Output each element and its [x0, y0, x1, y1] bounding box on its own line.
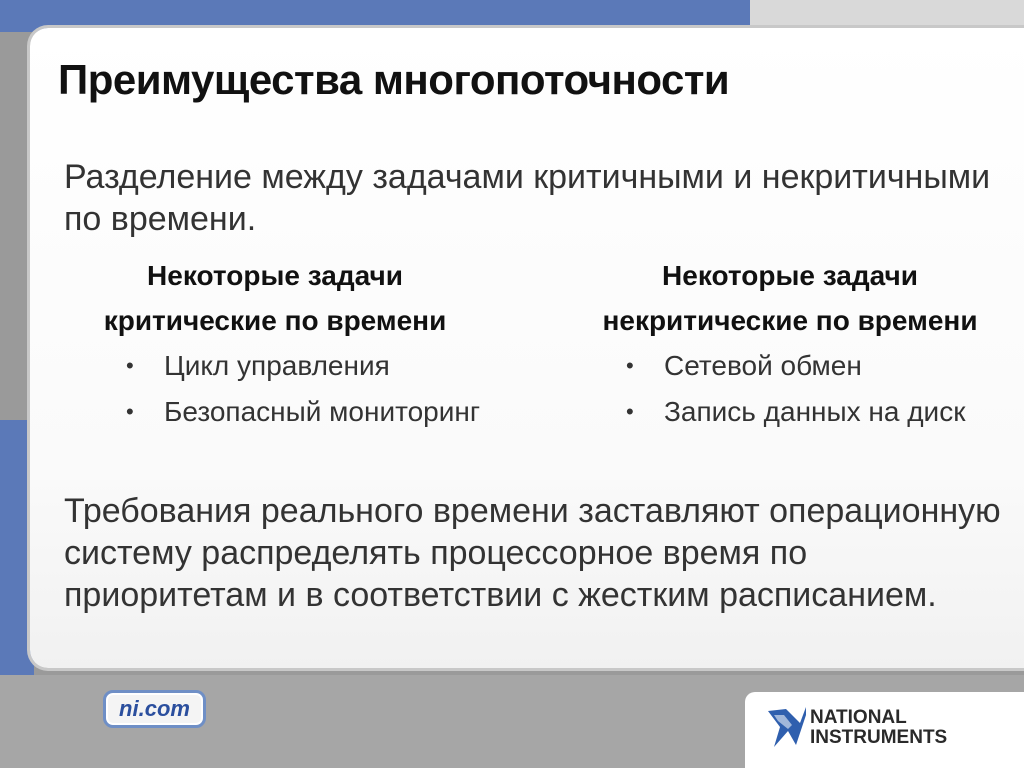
bullet-icon: •: [626, 399, 634, 424]
list-item: [100, 389, 500, 435]
critical-heading-line2: критические по времени: [103, 305, 447, 336]
bullet-icon: •: [626, 353, 634, 378]
website-badge[interactable]: ni.com: [103, 690, 206, 728]
noncritical-tasks-list: [600, 343, 1020, 435]
bullet-icon: •: [126, 353, 134, 378]
list-item-label: Цикл управления: [164, 350, 390, 381]
critical-heading-line1: Некоторые задачи: [147, 260, 403, 291]
intro-text: Разделение между задачами критичными и некритичными по времени.: [64, 158, 991, 238]
critical-tasks-list: [100, 343, 500, 435]
slide-title: Преимущества многопоточности: [58, 56, 730, 103]
bullet-icon: •: [126, 399, 134, 424]
critical-tasks-column: [100, 253, 500, 435]
list-item: [600, 343, 1020, 389]
national-instruments-logo: [766, 705, 966, 753]
brand-name-line1: NATIONAL: [810, 707, 907, 728]
list-item: [600, 389, 1020, 435]
eagle-logo-icon: [766, 705, 808, 749]
conclusion-text: Требования реального времени заставляют операционную систему распределять процессорное время по приоритетам и в соответствии с жестким расписанием.: [64, 492, 1001, 614]
noncritical-heading-line2: некритические по времени: [602, 305, 978, 336]
brand-name-line2: INSTRUMENTS: [810, 727, 948, 748]
noncritical-heading-line1: Некоторые задачи: [662, 260, 918, 291]
list-item: [100, 343, 500, 389]
left-accent-bar: [0, 420, 34, 680]
list-item-label: Запись данных на диск: [664, 396, 966, 427]
noncritical-tasks-column: [600, 253, 1020, 435]
list-item-label: Безопасный мониторинг: [164, 396, 481, 427]
list-item-label: Сетевой обмен: [664, 350, 862, 381]
